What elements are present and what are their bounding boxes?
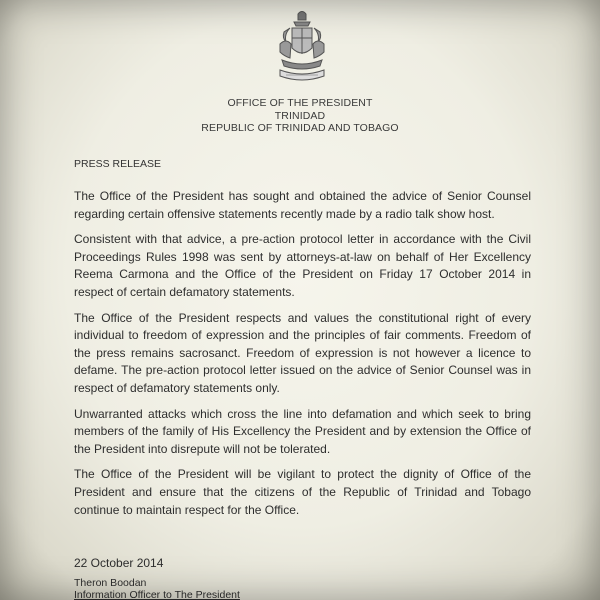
release-date: 22 October 2014 <box>74 556 164 570</box>
signer-title: Information Officer to The President <box>74 589 240 600</box>
paragraph: The Office of the President respects and values the constitutional right of every individual to freedom of expression and the principles of fair comments. Freedom of the press remains sacrosanct. Freedom of expression is not however a licence to defame. The pre-action protocol letter issued on the advice of Senior Counsel was in respect of defamatory statements only. <box>74 310 531 395</box>
coat-of-arms-icon <box>276 8 328 94</box>
signer-name: Theron Boodan <box>74 577 147 589</box>
document-body <box>74 188 531 527</box>
paragraph: Consistent with that advice, a pre-action protocol letter in accordance with the Civil Proceedings Rules 1998 was sent by attorneys-at-law on behalf of Her Excellency Reema Carmona and the Office of the President on Friday 17 October 2014 in respect of certain defamatory statements. <box>74 232 531 299</box>
paragraph: Unwarranted attacks which cross the line into defamation and which seek to bring members of the family of His Excellency the President and by extension the Office of the President into disrepute will not be tolerated. <box>74 406 531 456</box>
paragraph: The Office of the President will be vigilant to protect the dignity of Office of the President and ensure that the citizens of the Republic of Trinidad and Tobago continue to maintain respect for the Office. <box>74 467 531 517</box>
document-label: PRESS RELEASE <box>74 158 161 170</box>
paragraph: The Office of the President has sought and obtained the advice of Senior Counsel regarding certain offensive statements recently made by a radio talk show host. <box>74 189 531 221</box>
letterhead-city: TRINIDAD <box>274 109 326 122</box>
letterhead-office: OFFICE OF THE PRESIDENT <box>227 97 373 109</box>
letterhead-republic: REPUBLIC OF TRINIDAD AND TOBAGO <box>201 122 399 134</box>
letterhead <box>0 97 600 135</box>
